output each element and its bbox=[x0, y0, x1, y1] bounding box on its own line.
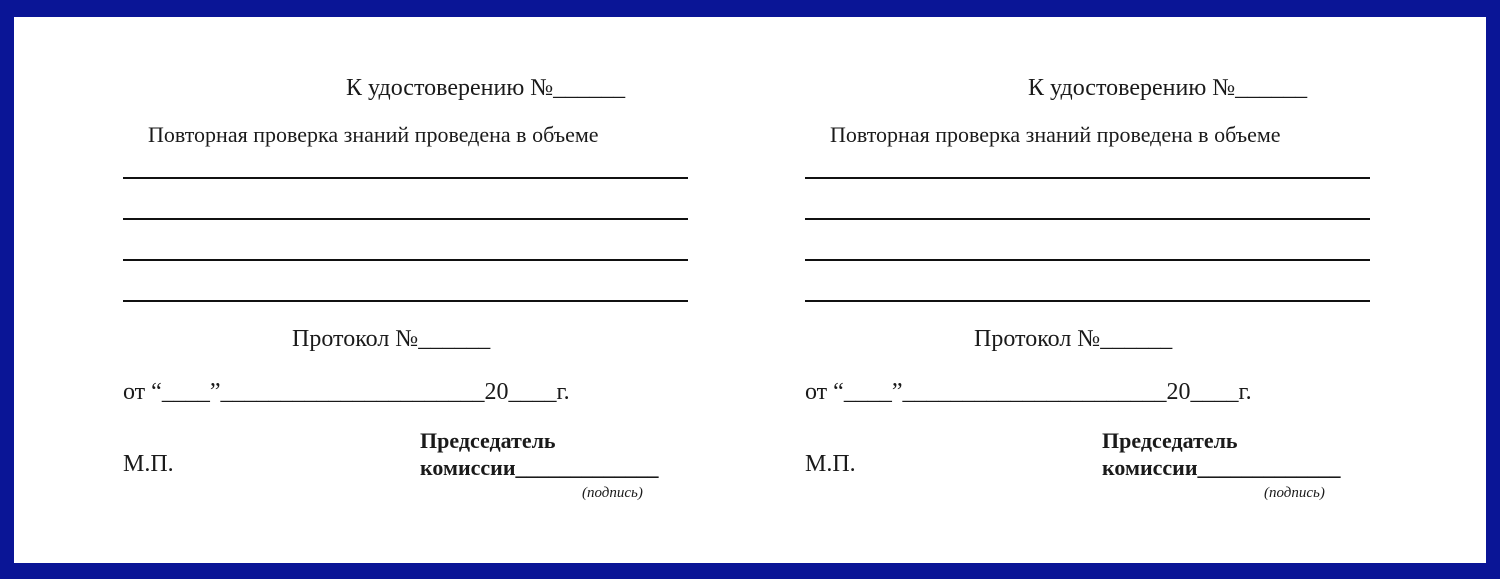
blank-line bbox=[805, 300, 1370, 302]
blank-line bbox=[805, 218, 1370, 220]
blank-line bbox=[805, 259, 1370, 261]
blank-line bbox=[123, 259, 688, 261]
commission-signature-line: комиссии_____________ bbox=[1102, 455, 1341, 480]
signature-hint: (подпись) bbox=[1264, 485, 1325, 501]
stamp-place-label: М.П. bbox=[805, 451, 856, 477]
blank-line bbox=[123, 177, 688, 179]
chairman-block bbox=[1102, 427, 1341, 481]
blank-line bbox=[123, 218, 688, 220]
commission-signature-line: комиссии_____________ bbox=[420, 455, 659, 480]
blank-line bbox=[123, 300, 688, 302]
signature-hint: (подпись) bbox=[582, 485, 643, 501]
chairman-label: Председатель bbox=[1102, 428, 1238, 453]
blank-line bbox=[805, 177, 1370, 179]
certificate-title: К удостоверению №______ bbox=[1028, 75, 1308, 101]
certificate-card-right bbox=[682, 0, 1432, 579]
chairman-label: Председатель bbox=[420, 428, 556, 453]
stamp-place-label: М.П. bbox=[123, 451, 174, 477]
chairman-block bbox=[420, 427, 659, 481]
date-line: от “____”______________________20____г. bbox=[123, 379, 570, 405]
certificate-title: К удостоверению №______ bbox=[346, 75, 626, 101]
date-line: от “____”______________________20____г. bbox=[805, 379, 1252, 405]
protocol-number: Протокол №______ bbox=[292, 326, 491, 352]
retest-scope-label: Повторная проверка знаний проведена в объеме bbox=[148, 122, 599, 147]
retest-scope-label: Повторная проверка знаний проведена в объеме bbox=[830, 122, 1281, 147]
protocol-number: Протокол №______ bbox=[974, 326, 1173, 352]
